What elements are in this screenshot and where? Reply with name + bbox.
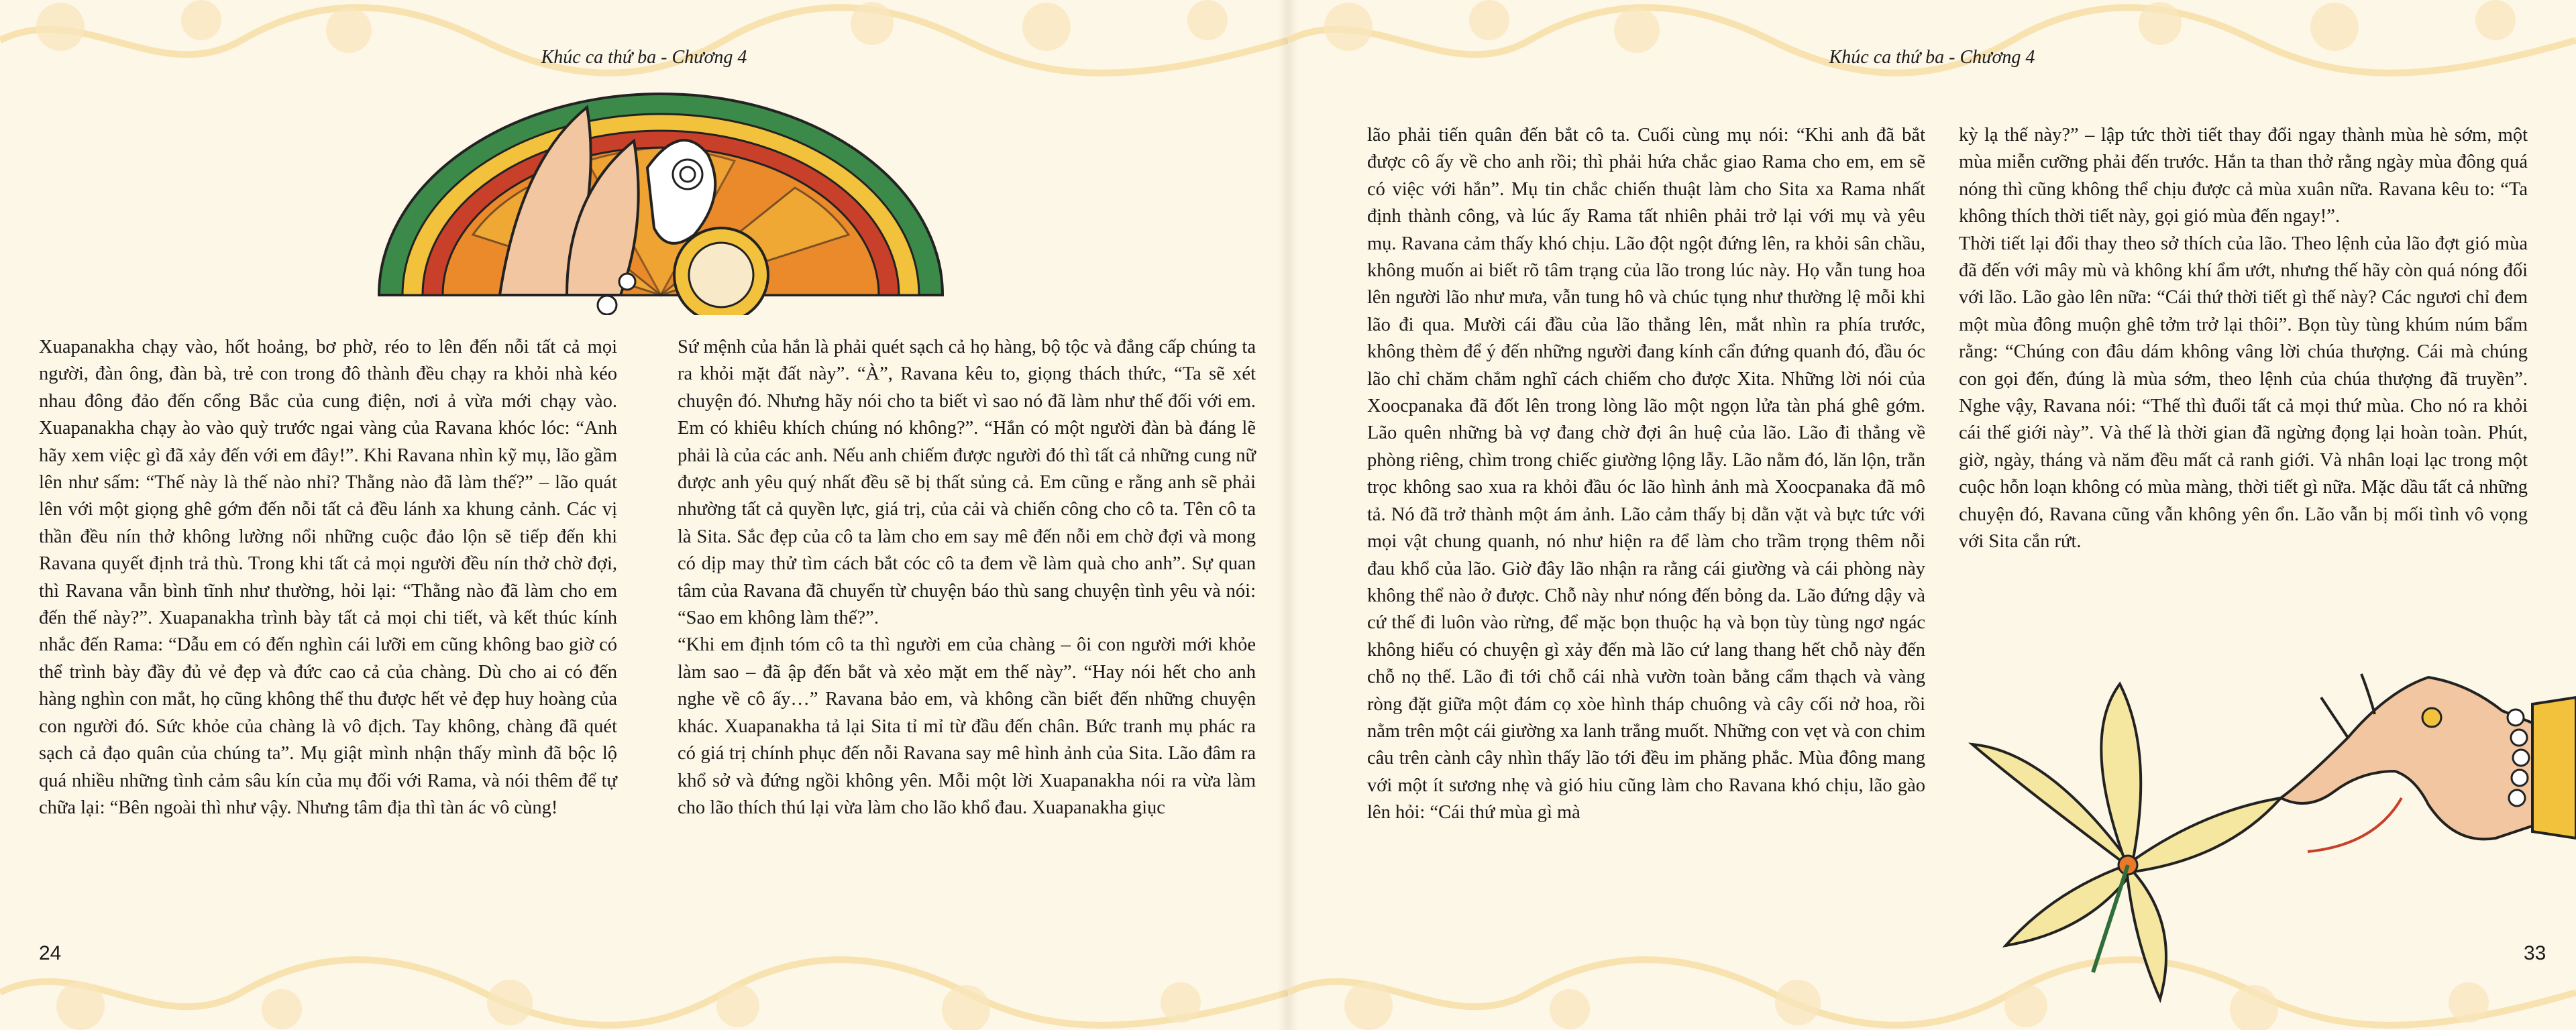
hand-and-lily-illustration [1932,637,2576,1019]
page-number: 24 [39,942,62,964]
text-column-2 [678,334,1256,821]
right-page [1288,0,2576,1030]
text-column-2 [1959,122,2528,556]
lotus-fan-illustration [366,80,956,315]
text-column-1 [1367,122,1925,827]
paragraph: Sứ mệnh của hắn là phải quét sạch cả họ hàng, bộ tộc và đẳng cấp chúng ta ra khỏi mặt đất này”. “À”, Ravana kêu to, giọng thách thức, “Ta sẽ xét chuyện đó. Nhưng hãy nói cho ta biết vì sao nó đã làm như thế đối với em. Em có khiêu khích chúng nó không?”. “Hắn có một người đàn bà đáng lẽ phải là của các anh. Nếu anh chiếm được người đó thì tất cả những cung nữ được anh yêu quý nhất đều sẽ bị thất sủng cả. Em cũng e rằng anh sẽ phải nhường tất cả quyền lực, giá trị, của cải và chiến công cho cô ta. Tên cô ta là Sita. Sắc đẹp của cô ta làm cho em say mê đến nỗi em chờ đợi và mong có dịp may thử tìm cách bắt cóc cô ta đem về làm quà cho anh”. Sự quan tâm của Ravana đã chuyển từ chuyện báo thù sang chuyện tình yêu và nói: “Sao em không làm thế?”. [678,337,1256,629]
paragraph: “Khi em định tóm cô ta thì người em của chàng – ôi con người mới khỏe làm sao – đã ập đến bắt và xẻo mặt em thế này”. “Hay nói hết cho anh nghe về cô ấy…” Ravana bảo em, và không cần biết đến những chuyện khác. Xuapanakha tả lại Sita tỉ mỉ từ đầu đến chân. Bức tranh mụ phác ra có giá trị chính phục đến nỗi Ravana say mê hình ảnh của Sita. Lão đâm ra khổ sở và đứng ngồi không yên. Mỗi một lời Xuapanakha nói ra vừa làm cho lão thích thú lại vừa làm cho lão khổ đau. Xuapanakha giục [678,634,1256,818]
paragraph: kỳ lạ thế này?” – lập tức thời tiết thay đổi ngay thành mùa hè sớm, một mùa miễn cưỡng phải đến trước. Hắn ta than thở rằng ngày mùa đông quá nóng thì cũng không thể chịu được cả mùa xuân nữa. Ravana kêu to: “Ta không thích thời tiết này, gọi gió mùa đến ngay!”. [1959,125,2528,227]
text-column-1 [39,334,617,821]
paragraph: Xuapanakha chạy vào, hốt hoảng, bơ phờ, réo to lên đến nỗi tất cả mọi người, đàn ông, đàn bà, trẻ con trong đô thành đều chạy ra khỏi nhà kéo nhau đông đảo đến cổng Bắc của cung điện, nơi ả vừa mới chạy vào. Xuapanakha chạy ào vào quỳ trước ngai vàng của Ravana khóc lóc: “Anh hãy xem việc gì đã xảy đến với em đây!”. Khi Ravana nhìn kỹ mụ, lão gầm lên như sấm: “Thế này là thế nào nhỉ? Thằng nào đã làm thế?” – lão quát lên với một giọng ghê gớm đến nỗi tất cả đều lánh xa khung cảnh. Các vị thần đều nín thở không lường nổi những cuộc đảo lộn sẽ tiếp đến khi Ravana quyết định trả thù. Trong khi tất cả mọi người đều nín thở chờ đợi, thì Ravana vẫn bình tĩnh như thường, hỏi lại: “Thằng nào đã làm cho em đến thế này?”. Xuapanakha trình bày tất cả mọi chi tiết, và kết thúc kính nhắc đến Rama: “Dẫu em có đến nghìn cái lưỡi em cũng không bao giờ có thể trình bày đầy đủ vẻ đẹp và đức cao cả của chàng. Dù cho ai có đến hàng nghìn con mắt, họ cũng không thể thu được hết vẻ đẹp huy hoàng của con người đó. Sức khỏe của chàng là vô địch. Tay không, chàng đã quét sạch cả đạo quân của chúng ta”. Mụ giật mình nhận thấy mình đã bộc lộ quá nhiều những tình cảm sâu kín của mụ đối với Rama, và nói thêm để tự chữa lại: “Bên ngoài thì như vậy. Nhưng tâm địa thì tàn ác vô cùng! [39,337,617,818]
running-header: Khúc ca thứ ba - Chương 4 [1829,47,2035,68]
paragraph: Thời tiết lại đổi thay theo sở thích của lão. Theo lệnh của lão đợt gió mùa đã đến với mây mù và không khí ẩm ướt, nhưng thế hãy còn quá nóng đối với lão. Lão gào lên nữa: “Cái thứ thời tiết gì thế này? Các ngươi chỉ đem một mùa đông muộn ghê tởm trở lại thôi”. Bọn tùy tùng khúm núm bẩm rằng: “Chúng con đâu dám không vâng lời chúa thượng. Cái mà chúng con gọi đến, đúng là mùa sớm, theo lệnh của chúa thượng đã truyền”. Nghe vậy, Ravana nói: “Thế thì đuổi tất cả mọi thứ mùa. Cho nó ra khỏi cái thế giới này”. Và thế là thời gian đã ngừng đọng lại hoàn toàn. Phút, giờ, ngày, tháng và năm đều mất cả ranh giới. Và nhân loại lạc trong một cuộc hỗn loạn không có mùa màng, thời tiết gì nữa. Mặc dầu tất cả những chuyện đó, Ravana cũng vẫn không yên ổn. Lão vẫn bị mối tình vô vọng với Sita cắn rứt. [1959,233,2528,553]
page-number: 33 [2524,942,2546,964]
paragraph: lão phải tiến quân đến bắt cô ta. Cuối cùng mụ nói: “Khi anh đã bắt được cô ấy về cho anh rồi; thì phải hứa chắc giao Rama cho em, em sẽ có việc với hắn”. Mụ tin chắc chiến thuật làm cho Sita xa Rama nhất định thành công, và lúc ấy Rama tất nhiên phải trở lại với mụ và yêu mụ. Ravana cảm thấy khó chịu. Lão đột ngột đứng lên, ra khỏi sân chầu, không muốn ai biết rõ tâm trạng của lão trong lúc này. Họ vẫn tung hoa lên người lão như mưa, vẫn tung hô và chúc tụng như thường lệ mỗi khi lão đi qua. Mười cái đầu của lão thẳng lên, mắt nhìn ra phía trước, không thèm để ý đến những người đang kính cẩn đứng quanh đó, đầu óc lão chỉ chăm chắm nghĩ cách chiếm cho được Xita. Những lời nói của Xoocpanaka đã đốt lên trong lòng lão một ngọn lửa tàn phá ghê gớm. Lão quên những bà vợ đang chờ đợi ân huệ của lão. Lão đi thẳng về phòng riêng, chìm trong chiếc giường lộng lẫy. Lão nằm đó, lăn lộn, trằn trọc không sao xua ra khỏi đầu óc lão hình ảnh mà Xoocpanaka đã mô tả. Nó đã trở thành một ám ảnh. Lão cảm thấy bị dằn vặt và bực tức với mọi vật chung quanh, nó như hiện ra để làm cho trầm trọng thêm nỗi đau khổ của lão. Giờ đây lão nhận ra rằng cái giường và cái phòng này không thể nào ở được. Chỗ này như nóng đến bỏng da. Lão đứng dậy và cứ thế đi luôn vào rừng, để mặc bọn thuộc hạ và bọn tùy tùng ngơ ngác không hiểu có chuyện gì xảy đến mà lão cứ lang thang hết chỗ này đến chỗ nọ thế. Lão đi tới chỗ cái nhà vườn toàn bằng cẩm thạch và vàng ròng đặt giữa một đám cọ xòe hình tháp chuông và cây cối nở hoa, rồi nằm trên một cái giường xa lanh trắng muốt. Những con vẹt và con chim câu trên cành cây nhìn thấy lão tới đều im phăng phắc. Mùa đông mang với một ít sương nhẹ và gió hiu cũng làm cho Ravana khó chịu, lão gào lên hỏi: “Cái thứ mùa gì mà [1367,125,1925,823]
running-header: Khúc ca thứ ba - Chương 4 [541,47,747,68]
